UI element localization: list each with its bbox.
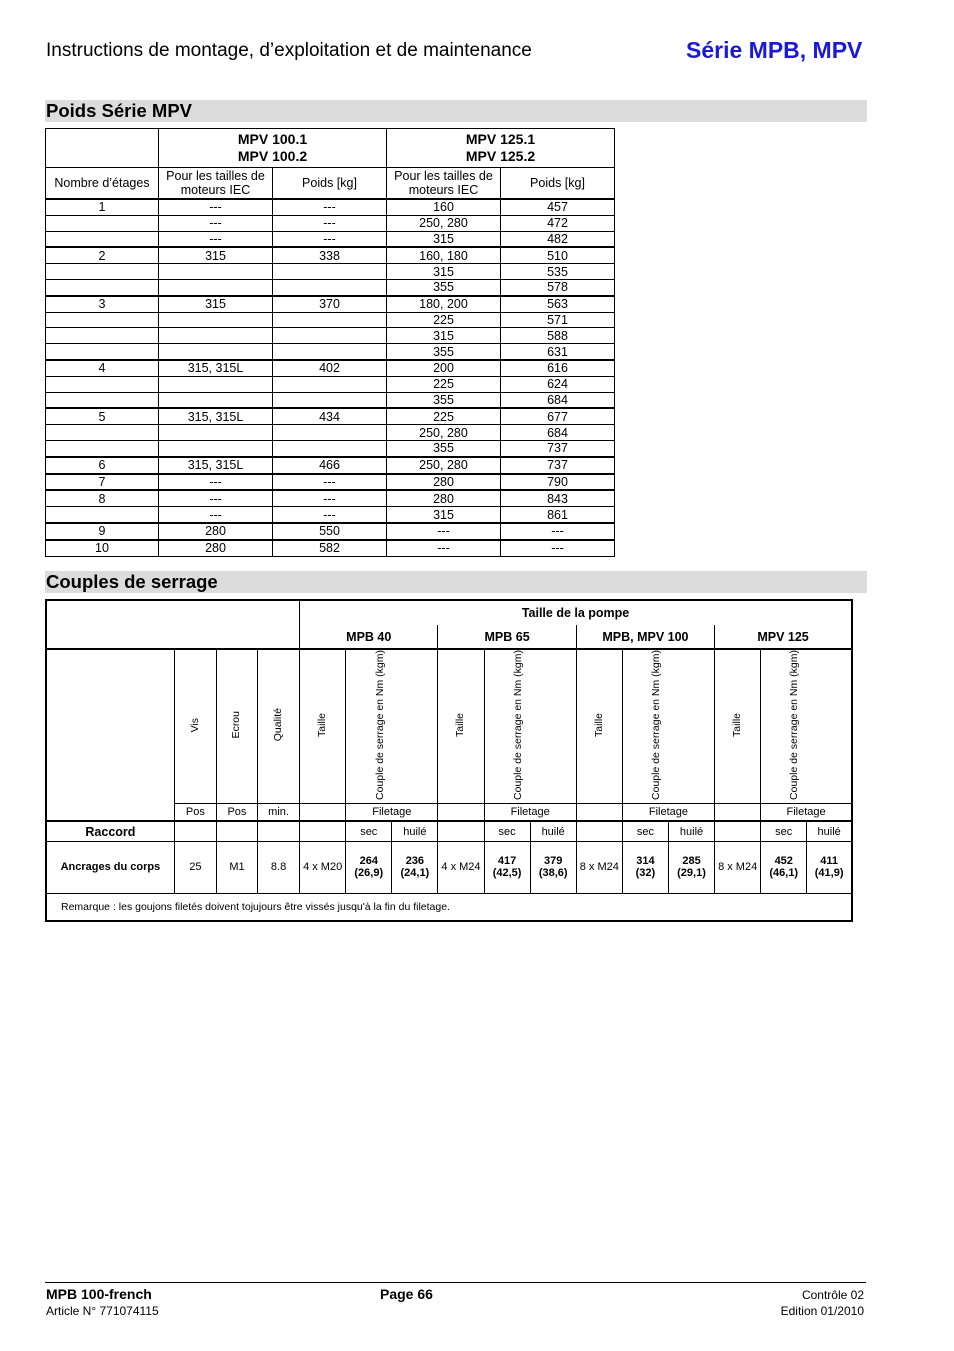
table-row (46, 247, 615, 263)
sec-3: sec (622, 821, 668, 841)
table-cell (46, 312, 159, 328)
table-cell (273, 328, 387, 344)
table-cell: 5 (46, 408, 159, 424)
table-cell: 280 (387, 490, 501, 506)
taille-val-4: 8 x M24 (715, 841, 761, 893)
table-cell: 6 (46, 457, 159, 474)
table-cell: --- (159, 231, 273, 247)
table-cell (46, 440, 159, 456)
huile-2: huilé (530, 821, 576, 841)
table-cell: 472 (501, 215, 615, 231)
table-cell: --- (387, 523, 501, 540)
col-couple-3: Couple de serrage en Nm (kgm) (622, 649, 714, 803)
table-cell: 402 (273, 360, 387, 376)
table-cell: 315, 315L (159, 408, 273, 424)
table-cell (273, 264, 387, 280)
table-cell (46, 392, 159, 408)
empty-taille-2 (438, 803, 484, 821)
table-cell (46, 328, 159, 344)
taille-val-2: 4 x M24 (438, 841, 484, 893)
table-cell: --- (273, 231, 387, 247)
table-row (46, 296, 615, 312)
table-cell: 510 (501, 247, 615, 263)
huile-val-4: 411 (41,9) (807, 841, 852, 893)
huile-4: huilé (807, 821, 852, 841)
torque-section-title: Couples de serrage (45, 571, 867, 593)
min-qualite: min. (258, 803, 300, 821)
footer-page: Page 66 (380, 1286, 433, 1302)
table-cell: 225 (387, 408, 501, 424)
table-row (46, 425, 615, 441)
table-cell: 4 (46, 360, 159, 376)
table-cell: 355 (387, 392, 501, 408)
table-cell: 315 (387, 264, 501, 280)
series-title: Série MPB, MPV (686, 37, 863, 63)
empty-taille-3 (576, 803, 622, 821)
table-cell: 250, 280 (387, 215, 501, 231)
table-cell: 582 (273, 540, 387, 556)
filetage-1: Filetage (346, 803, 438, 821)
table-cell: 250, 280 (387, 457, 501, 474)
table-cell: --- (387, 540, 501, 556)
empty-t1 (300, 821, 346, 841)
table-cell: 315 (387, 231, 501, 247)
table-cell: 7 (46, 474, 159, 491)
empty-label-cell (46, 649, 174, 821)
empty-t4 (715, 821, 761, 841)
table-row (46, 376, 615, 392)
table-cell: 624 (501, 376, 615, 392)
table-cell: 315 (387, 507, 501, 523)
torque-header-row-1 (46, 600, 852, 625)
table-cell: 1 (46, 199, 159, 215)
col-couple-2: Couple de serrage en Nm (kgm) (484, 649, 576, 803)
empty-ecrou (216, 821, 257, 841)
table-cell (273, 440, 387, 456)
table-cell: 737 (501, 440, 615, 456)
table-cell: 355 (387, 440, 501, 456)
table-cell: 8 (46, 490, 159, 506)
col-weight-1: Poids [kg] (273, 168, 387, 200)
weights-section-title: Poids Série MPV (45, 100, 867, 122)
empty-t3 (576, 821, 622, 841)
table-cell: --- (159, 507, 273, 523)
table-cell: 535 (501, 264, 615, 280)
table-cell: 571 (501, 312, 615, 328)
table-cell (46, 425, 159, 441)
table-cell: 200 (387, 360, 501, 376)
table-cell (46, 344, 159, 360)
table-cell (159, 344, 273, 360)
table-cell: 677 (501, 408, 615, 424)
table-cell: 280 (159, 540, 273, 556)
table-row (46, 215, 615, 231)
table-cell (159, 279, 273, 295)
table-cell (46, 231, 159, 247)
table-cell: --- (273, 507, 387, 523)
filetage-2: Filetage (484, 803, 576, 821)
table-cell: 355 (387, 279, 501, 295)
footer-article: Article N° 771074115 (46, 1304, 159, 1318)
table-cell (159, 425, 273, 441)
empty-taille-1 (300, 803, 346, 821)
table-cell (46, 376, 159, 392)
weights-header-row-1 (46, 129, 615, 168)
table-row (46, 392, 615, 408)
weights-table (45, 128, 615, 557)
row-qualite: 8.8 (258, 841, 300, 893)
table-cell (273, 425, 387, 441)
table-cell (46, 264, 159, 280)
table-row (46, 540, 615, 556)
pos-ecrou: Pos (216, 803, 257, 821)
table-cell: --- (159, 215, 273, 231)
group-mpv125-header: MPV 125.1 MPV 125.2 (387, 129, 615, 168)
filetage-4: Filetage (761, 803, 852, 821)
col-weight-2: Poids [kg] (501, 168, 615, 200)
group-mpb40: MPB 40 (300, 625, 438, 649)
table-row (46, 360, 615, 376)
table-cell: 9 (46, 523, 159, 540)
table-row (46, 440, 615, 456)
group-mpv125: MPV 125 (715, 625, 852, 649)
empty-top-left (46, 600, 300, 649)
table-cell: 588 (501, 328, 615, 344)
table-cell: 338 (273, 247, 387, 263)
table-cell (159, 328, 273, 344)
table-cell (273, 344, 387, 360)
table-cell: 10 (46, 540, 159, 556)
torque-header-row-5 (46, 821, 852, 841)
table-cell: 843 (501, 490, 615, 506)
torque-data-row (46, 841, 852, 893)
table-cell (273, 376, 387, 392)
table-cell (46, 507, 159, 523)
sec-val-1: 264 (26,9) (346, 841, 392, 893)
table-row (46, 231, 615, 247)
table-cell: 315 (387, 328, 501, 344)
sec-val-4: 452 (46,1) (761, 841, 807, 893)
table-cell: 370 (273, 296, 387, 312)
empty-vis (174, 821, 216, 841)
torque-table (45, 599, 853, 922)
table-row (46, 264, 615, 280)
table-row (46, 199, 615, 215)
table-cell (273, 279, 387, 295)
table-row (46, 523, 615, 540)
col-qualite: Qualité (258, 649, 300, 803)
group-mpb-mpv100: MPB, MPV 100 (576, 625, 714, 649)
table-row (46, 279, 615, 295)
table-cell: 355 (387, 344, 501, 360)
table-cell: 563 (501, 296, 615, 312)
table-row (46, 457, 615, 474)
table-cell: --- (273, 199, 387, 215)
col-ecrou: Ecrou (216, 649, 257, 803)
torque-header-row-3 (46, 649, 852, 803)
col-motor-2: Pour les tailles de moteurs IEC (387, 168, 501, 200)
huile-val-2: 379 (38,6) (530, 841, 576, 893)
table-cell: --- (159, 474, 273, 491)
huile-val-1: 236 (24,1) (392, 841, 438, 893)
table-row (46, 490, 615, 506)
footer-edition: Edition 01/2010 (780, 1304, 864, 1318)
sec-2: sec (484, 821, 530, 841)
table-row (46, 312, 615, 328)
row-vis: 25 (174, 841, 216, 893)
col-motor-1: Pour les tailles de moteurs IEC (159, 168, 273, 200)
table-cell: 790 (501, 474, 615, 491)
table-cell: --- (501, 540, 615, 556)
filetage-3: Filetage (622, 803, 714, 821)
group-mpv100-header: MPV 100.1 MPV 100.2 (159, 129, 387, 168)
table-cell: 225 (387, 312, 501, 328)
row-label: Ancrages du corps (46, 841, 174, 893)
table-cell: 684 (501, 392, 615, 408)
document-title: Instructions de montage, d’exploitation et de maintenance (46, 40, 532, 61)
table-cell: --- (159, 490, 273, 506)
table-row (46, 328, 615, 344)
table-cell: 180, 200 (387, 296, 501, 312)
table-cell: --- (501, 523, 615, 540)
torque-remark-row (46, 893, 852, 921)
pos-vis: Pos (174, 803, 216, 821)
col-vis: Vis (174, 649, 216, 803)
table-row (46, 408, 615, 424)
empty-header-cell (46, 129, 159, 168)
col-stages: Nombre d’étages (46, 168, 159, 200)
pump-size-header: Taille de la pompe (300, 600, 852, 625)
table-cell (159, 376, 273, 392)
sec-val-2: 417 (42,5) (484, 841, 530, 893)
table-cell: --- (273, 474, 387, 491)
col-taille-3: Taille (576, 649, 622, 803)
col-taille-2: Taille (438, 649, 484, 803)
group-mpb65: MPB 65 (438, 625, 576, 649)
sec-4: sec (761, 821, 807, 841)
table-cell (46, 279, 159, 295)
table-cell: 550 (273, 523, 387, 540)
table-cell: 578 (501, 279, 615, 295)
sec-val-3: 314 (32) (622, 841, 668, 893)
table-cell: 482 (501, 231, 615, 247)
taille-val-3: 8 x M24 (576, 841, 622, 893)
table-cell: 160, 180 (387, 247, 501, 263)
empty-taille-4 (715, 803, 761, 821)
raccord-label: Raccord (46, 821, 174, 841)
col-taille-1: Taille (300, 649, 346, 803)
table-cell: 2 (46, 247, 159, 263)
table-cell: --- (273, 215, 387, 231)
footer-control: Contrôle 02 (801, 1288, 864, 1302)
weights-header-row-2 (46, 168, 615, 200)
table-cell: 434 (273, 408, 387, 424)
table-cell (159, 312, 273, 328)
table-row (46, 344, 615, 360)
table-cell (273, 312, 387, 328)
table-cell: 631 (501, 344, 615, 360)
empty-qualite (258, 821, 300, 841)
table-cell: 861 (501, 507, 615, 523)
table-cell: 315, 315L (159, 360, 273, 376)
table-cell: 315 (159, 247, 273, 263)
huile-val-3: 285 (29,1) (668, 841, 714, 893)
table-cell: 280 (159, 523, 273, 540)
table-cell: 160 (387, 199, 501, 215)
col-couple-1: Couple de serrage en Nm (kgm) (346, 649, 438, 803)
table-cell (159, 392, 273, 408)
table-cell (46, 215, 159, 231)
table-cell: 457 (501, 199, 615, 215)
table-cell: --- (159, 199, 273, 215)
table-cell: --- (273, 490, 387, 506)
sec-1: sec (346, 821, 392, 841)
footer-doc: MPB 100-french (46, 1286, 152, 1302)
table-cell: 466 (273, 457, 387, 474)
row-ecrou: M1 (216, 841, 257, 893)
footer-divider (45, 1282, 866, 1283)
table-cell: 280 (387, 474, 501, 491)
table-cell: 684 (501, 425, 615, 441)
table-cell: 250, 280 (387, 425, 501, 441)
table-cell: 616 (501, 360, 615, 376)
col-taille-4: Taille (715, 649, 761, 803)
table-cell (159, 440, 273, 456)
table-row (46, 474, 615, 491)
table-cell: 3 (46, 296, 159, 312)
huile-3: huilé (668, 821, 714, 841)
table-cell (159, 264, 273, 280)
table-cell: 225 (387, 376, 501, 392)
remark: Remarque : les goujons filetés doivent tojujours être vissés jusqu'à la fin du filetage. (46, 893, 852, 921)
table-cell: 315 (159, 296, 273, 312)
table-cell: 737 (501, 457, 615, 474)
col-couple-4: Couple de serrage en Nm (kgm) (761, 649, 852, 803)
empty-t2 (438, 821, 484, 841)
huile-1: huilé (392, 821, 438, 841)
taille-val-1: 4 x M20 (300, 841, 346, 893)
table-cell (273, 392, 387, 408)
table-cell: 315, 315L (159, 457, 273, 474)
table-row (46, 507, 615, 523)
